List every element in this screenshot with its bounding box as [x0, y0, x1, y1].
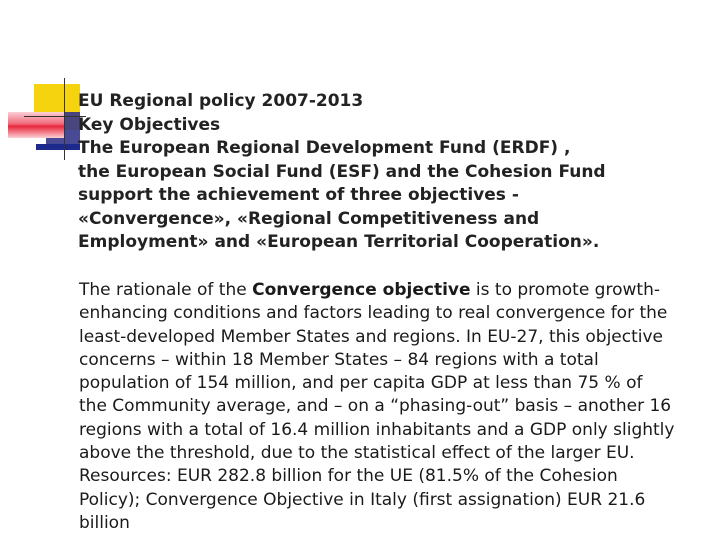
heading-line: «Convergence», «Regional Competitiveness and — [78, 208, 540, 229]
body-line: Policy); Convergence Objective in Italy (first assignation) EUR 21.6 — [79, 489, 646, 510]
convergence-objective-term: Convergence objective — [252, 280, 471, 300]
slide-heading — [78, 90, 698, 255]
body-line: billion — [79, 512, 130, 533]
body-text-span: is to promote growth- — [470, 280, 660, 300]
heading-line: support the achievement of three objectives - — [78, 185, 519, 205]
decorative-horizontal-line — [24, 116, 86, 117]
heading-line: Employment» and «European Territorial Cooperation». — [78, 232, 600, 252]
body-line: regions with a total of 16.4 million inhabitants and a GDP only slightly — [79, 419, 675, 440]
heading-line: Key Objectives — [78, 114, 221, 135]
body-line: Resources: EUR 282.8 billion for the UE (81.5% of the Cohesion — [79, 466, 618, 487]
heading-line: the European Social Fund (ESF) and the Cohesion Fund — [78, 161, 606, 182]
heading-line: EU Regional policy 2007-2013 — [78, 91, 364, 111]
decorative-blue-bar — [36, 144, 80, 150]
body-line: above the threshold, due to the statistical effect of the larger EU. — [79, 443, 635, 464]
heading-line: The European Regional Development Fund (ERDF) , — [78, 138, 571, 158]
body-line — [79, 279, 699, 302]
body-paragraph — [79, 279, 699, 535]
body-line: enhancing conditions and factors leading to real convergence for the — [79, 303, 668, 324]
body-line: concerns – within 18 Member States – 84 regions with a total — [79, 349, 599, 370]
body-text-span: The rationale of the — [79, 280, 253, 300]
body-line: population of 154 million, and per capita GDP at less than 75 % of — [79, 373, 643, 394]
body-line: the Community average, and – on a “phasing-out” basis – another 16 — [79, 396, 672, 417]
body-line: least-developed Member States and regions. In EU-27, this objective — [79, 326, 664, 347]
decorative-vertical-line — [64, 78, 65, 160]
